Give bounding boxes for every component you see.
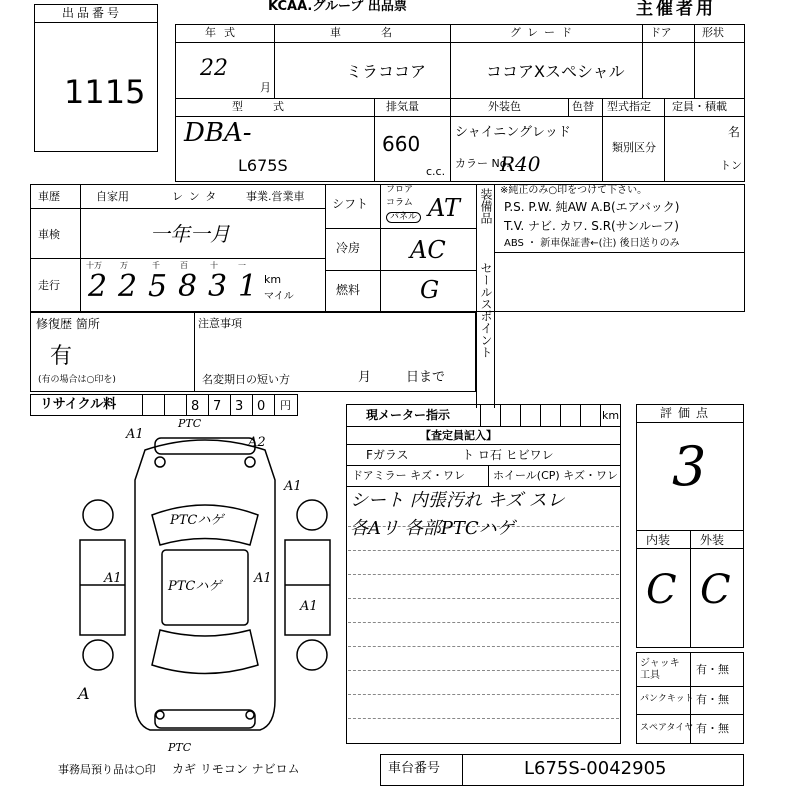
digit-label: 百: [180, 261, 188, 270]
mileage-digit: 2: [88, 269, 108, 304]
wheel-label: ホイール(CP) キズ・ワレ: [493, 469, 618, 482]
digit-label: 一: [238, 261, 246, 270]
sales-point-label: セールスポイント: [479, 262, 493, 358]
mileage-digit: 8: [178, 269, 198, 304]
damage-mark: A2: [248, 435, 266, 450]
meter-label: 現メーター指示: [366, 408, 451, 422]
damage-mark: A1: [254, 571, 272, 586]
shift-column: コラム: [386, 198, 413, 208]
spare-yes-no: 有・無: [696, 722, 729, 735]
capacity-label: 定員・積載: [672, 100, 727, 113]
category-label: 類別区分: [612, 141, 656, 154]
glass-values: ト ロ石 ヒビワレ: [462, 448, 554, 462]
digit-label: 千: [152, 261, 160, 270]
history-label: 車歴: [38, 190, 60, 203]
recycle-digit: 7: [213, 399, 222, 414]
equipment-note: ※純正のみ○印をつけて下さい。: [500, 185, 648, 196]
organizer-label: 主催者用: [636, 0, 716, 19]
fuel-label: 燃料: [336, 283, 361, 297]
group-title: KCAA.グループ 出品票: [268, 0, 407, 14]
equipment-line3: ABS ・ 新車保証書←(注) 後日送りのみ: [504, 238, 680, 249]
fuel-value: G: [420, 276, 440, 304]
shift-floor: フロア: [386, 185, 414, 195]
lot-label: 出品番号: [62, 6, 123, 20]
door-label: ドア: [650, 26, 672, 39]
rating-value: 3: [672, 435, 707, 498]
mileage-digit: 5: [148, 269, 168, 304]
puncture-yes-no: 有・無: [696, 693, 729, 706]
damage-mark: A1: [284, 479, 302, 494]
damage-mark: PTC: [178, 417, 202, 430]
recycle-unit: 円: [280, 399, 291, 412]
history-private: 自家用: [96, 190, 129, 203]
ac-label: 冷房: [336, 241, 361, 255]
repair-label: 修復歴 箇所: [36, 317, 100, 331]
rating-label: 評価点: [660, 406, 715, 420]
history-business: 事業.営業車: [246, 190, 305, 203]
jack-yes-no: 有・無: [696, 663, 729, 676]
damage-mark: A1: [126, 427, 144, 442]
ton-unit: トン: [720, 159, 742, 172]
recycle-label: リサイクル料: [40, 397, 117, 412]
color-change-label: 色替: [572, 100, 594, 113]
equipment-line1: P.S. P.W. 純AW A.B(エアバック): [504, 200, 680, 214]
equipment-line2: T.V. ナビ. カワ. S.R(サンルーフ): [504, 219, 679, 233]
ac-value: AC: [410, 236, 446, 264]
car-name-value: ミラココア: [346, 62, 427, 81]
deposit-items: カギ リモコン ナビロム: [172, 762, 300, 776]
repair-value: 有: [50, 344, 73, 369]
displacement-value: 660: [382, 132, 421, 156]
chassis-number: L675S-0042905: [524, 758, 667, 779]
mileage-digit: 2: [118, 269, 138, 304]
recycle-digit: 8: [191, 399, 200, 414]
exterior-color-label: 外装色: [488, 100, 521, 113]
interior-label: 内装: [646, 533, 671, 547]
digit-label: 十: [210, 261, 218, 270]
shift-value: AT: [428, 194, 461, 222]
mile-option: マイル: [264, 291, 294, 302]
grade-label: グレード: [510, 26, 578, 39]
damage-mark: A1: [300, 599, 318, 614]
km-option: km: [264, 273, 282, 286]
deposit-note: 事務局預り品は○印: [58, 763, 156, 776]
inspector-heading: 【査定員記入】: [420, 429, 497, 442]
persons-unit: 名: [728, 125, 741, 139]
short-expiry-label: 名変期日の短い方: [202, 373, 290, 386]
inspection-label: 車検: [38, 228, 60, 241]
digit-label: 万: [120, 261, 128, 270]
mileage-label: 走行: [38, 279, 60, 292]
mileage-digit: 1: [238, 269, 258, 304]
recycle-digit: 3: [235, 399, 244, 414]
shape-label: 形状: [702, 26, 724, 39]
mileage-digit: 3: [208, 269, 228, 304]
exterior-value: C: [700, 567, 731, 613]
model-value: L675S: [238, 156, 288, 175]
color-value: シャイニングレッド: [455, 125, 571, 140]
damage-mark: PTCハゲ: [170, 513, 224, 528]
equipment-label: 装備品: [479, 188, 493, 224]
grade-value: ココアXスペシャル: [486, 62, 625, 81]
type-designation-label: 型式指定: [607, 100, 651, 113]
lot-number: 1115: [64, 73, 146, 111]
spare-label: スペアタイヤ: [640, 723, 694, 733]
history-rental: レンタ: [172, 190, 223, 203]
model-label: 型式: [232, 100, 314, 113]
inspection-value: 一年一月: [150, 222, 230, 246]
exterior-label: 外装: [700, 533, 725, 547]
damage-mark: A1: [104, 571, 122, 586]
month-unit: 月: [260, 81, 271, 94]
recycle-digit: 0: [257, 399, 266, 414]
digit-label: 十万: [86, 261, 102, 270]
repair-note: (有の場合は○印を): [38, 375, 116, 385]
remark-line: 各Aリ 各部PTCハゲ: [350, 518, 515, 539]
year-value: 22: [200, 56, 228, 81]
damage-mark: PTC: [168, 741, 192, 754]
expiry-month: 月: [358, 370, 372, 385]
damage-mark: PTCハゲ: [168, 579, 222, 594]
glass-label: Fガラス: [366, 448, 409, 462]
remark-line: シート 内張汚れ キズ スレ: [350, 490, 565, 511]
interior-value: C: [646, 567, 677, 613]
jack-label: ジャッキ 工具: [640, 658, 680, 681]
shift-label: シフト: [332, 197, 369, 211]
chassis-label: 車台番号: [388, 761, 441, 776]
car-name-label: 車名: [330, 26, 432, 39]
shift-panel: パネル: [386, 212, 421, 223]
displacement-label: 排気量: [386, 100, 419, 113]
caution-label: 注意事項: [198, 317, 242, 330]
model-prefix: DBA-: [184, 118, 252, 148]
color-no-value: R40: [500, 152, 541, 176]
meter-unit: km: [602, 409, 620, 422]
color-no-label: カラー No.: [455, 157, 510, 170]
expiry-day: 日まで: [406, 370, 446, 385]
damage-mark: A: [78, 684, 90, 703]
mirror-label: ドアミラー キズ・ワレ: [352, 469, 465, 482]
puncture-label: パンクキット: [640, 694, 694, 704]
cc-unit: c.c.: [426, 165, 446, 178]
year-label: 年式: [205, 26, 243, 39]
